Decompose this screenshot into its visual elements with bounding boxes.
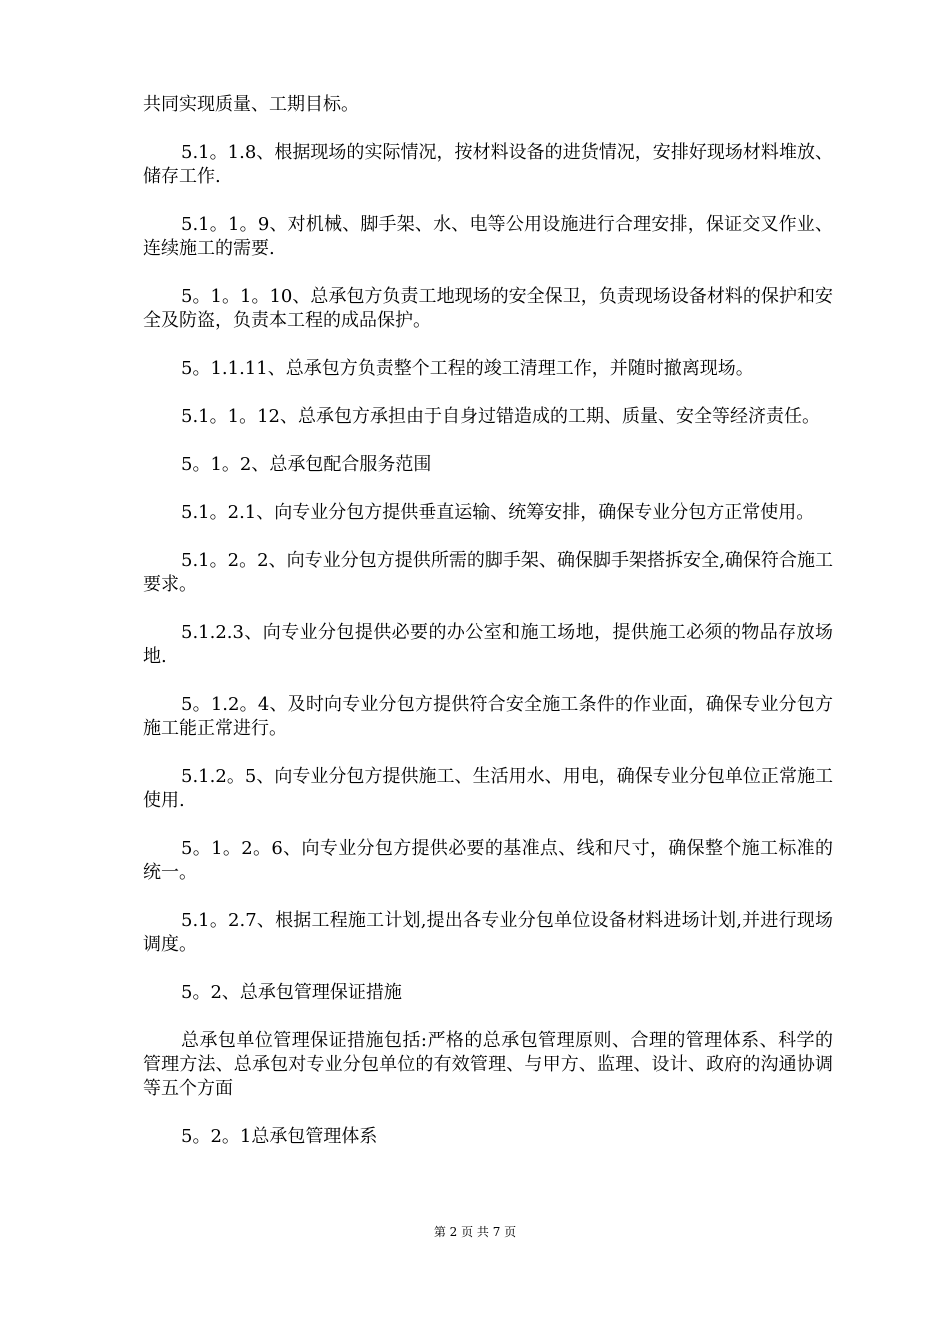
paragraph-5: 5。1.1.11、总承包方负责整个工程的竣工清理工作，并随时撤离现场。 <box>181 358 754 379</box>
section-heading-5-2-1: 5。2。1总承包管理体系 <box>181 1126 378 1147</box>
paragraph-4: 5。1。1。10、总承包方负责工地现场的安全保卫，负责现场设备材料的保护和安全及防盗，负责本工程的成品保护。 <box>143 286 833 331</box>
page-number-label: 第 2 页 共 7 页 <box>433 1225 517 1239</box>
paragraph-6: 5.1。1。12、总承包方承担由于自身过错造成的工期、质量、安全等经济责任。 <box>181 406 820 427</box>
section-heading-5-2: 5。2、总承包管理保证措施 <box>181 982 402 1003</box>
paragraph-16: 总承包单位管理保证措施包括:严格的总承包管理原则、合理的管理体系、科学的管理方法、总承包对专业分包单位的有效管理、与甲方、监理、设计、政府的沟通协调等五个方面 <box>143 1030 833 1099</box>
paragraph-3: 5.1。1。9、对机械、脚手架、水、电等公用设施进行合理安排，保证交叉作业、连续施工的需要. <box>143 214 833 259</box>
section-heading-5-1-2: 5。1。2、总承包配合服务范围 <box>181 454 432 475</box>
paragraph-8: 5.1。2.1、向专业分包方提供垂直运输、统筹安排，确保专业分包方正常使用。 <box>181 502 815 523</box>
paragraph-13: 5。1。2。6、向专业分包方提供必要的基准点、线和尺寸，确保整个施工标准的统一。 <box>143 838 833 883</box>
paragraph-2: 5.1。1.8、根据现场的实际情况，按材料设备的进货情况，安排好现场材料堆放、储存工作. <box>143 142 833 187</box>
paragraph-11: 5。1.2。4、及时向专业分包方提供符合安全施工条件的作业面，确保专业分包方施工能正常进行。 <box>143 694 833 739</box>
paragraph-9: 5.1。2。2、向专业分包方提供所需的脚手架、确保脚手架搭拆安全,确保符合施工要求。 <box>143 550 833 595</box>
page-footer <box>0 1224 950 1240</box>
document-body <box>143 93 833 1173</box>
paragraph-10: 5.1.2.3、向专业分包提供必要的办公室和施工场地，提供施工必须的物品存放场地. <box>143 622 833 667</box>
paragraph-14: 5.1。2.7、根据工程施工计划,提出各专业分包单位设备材料进场计划,并进行现场调度。 <box>143 910 833 955</box>
paragraph-12: 5.1.2。5、向专业分包方提供施工、生活用水、用电，确保专业分包单位正常施工使用. <box>143 766 833 811</box>
paragraph-1: 共同实现质量、工期目标。 <box>143 94 359 115</box>
